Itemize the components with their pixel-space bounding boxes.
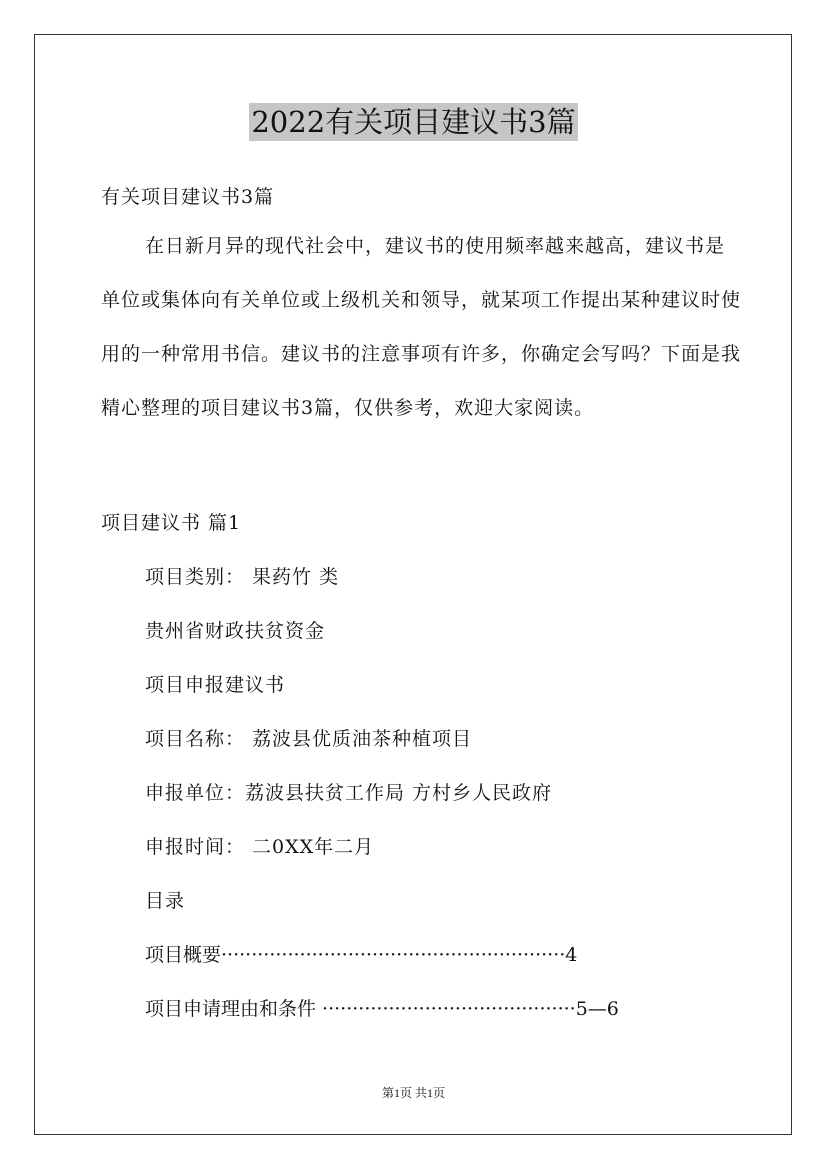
application-title: 项目申报建议书 bbox=[145, 674, 286, 696]
applicant-unit: 申报单位：荔波县扶贫工作局 方村乡人民政府 bbox=[145, 782, 553, 804]
toc-entry bbox=[145, 940, 577, 967]
fund-source: 贵州省财政扶贫资金 bbox=[145, 620, 326, 642]
toc-label: 项目概要 bbox=[145, 944, 222, 966]
project-category: 项目类别： 果药竹 类 bbox=[145, 566, 340, 588]
page-number: 第1页 共1页 bbox=[381, 1086, 445, 1100]
toc-leader: ·········································· bbox=[322, 998, 576, 1020]
intro-text: 在日新月异的现代社会中，建议书的使用频率越来越高，建议书是单位或集体向有关单位或上级机关和领导，就某项工作提出某种建议时使用的一种常用书信。建议书的注意事项有许多，你确定会写吗？下面是我精心整理的项目建议书3篇，仅供参考，欢迎大家阅读。 bbox=[101, 235, 742, 419]
subtitle: 有关项目建议书3篇 bbox=[101, 186, 275, 208]
document-title bbox=[0, 100, 827, 141]
toc-page: 4 bbox=[565, 944, 578, 966]
toc-page: 5—6 bbox=[575, 998, 619, 1020]
intro-paragraph bbox=[101, 219, 741, 435]
application-time: 申报时间： 二0XX年二月 bbox=[145, 836, 375, 858]
toc-entry bbox=[145, 994, 619, 1021]
toc-label: 项目申请理由和条件 bbox=[145, 998, 323, 1020]
page-footer bbox=[0, 1084, 827, 1101]
toc-heading: 目录 bbox=[145, 890, 186, 912]
title-text: 2022有关项目建议书3篇 bbox=[251, 105, 576, 139]
project-name: 项目名称： 荔波县优质油茶种植项目 bbox=[145, 728, 473, 750]
section-heading: 项目建议书 篇1 bbox=[101, 512, 242, 534]
toc-leader: ························································· bbox=[221, 944, 566, 966]
